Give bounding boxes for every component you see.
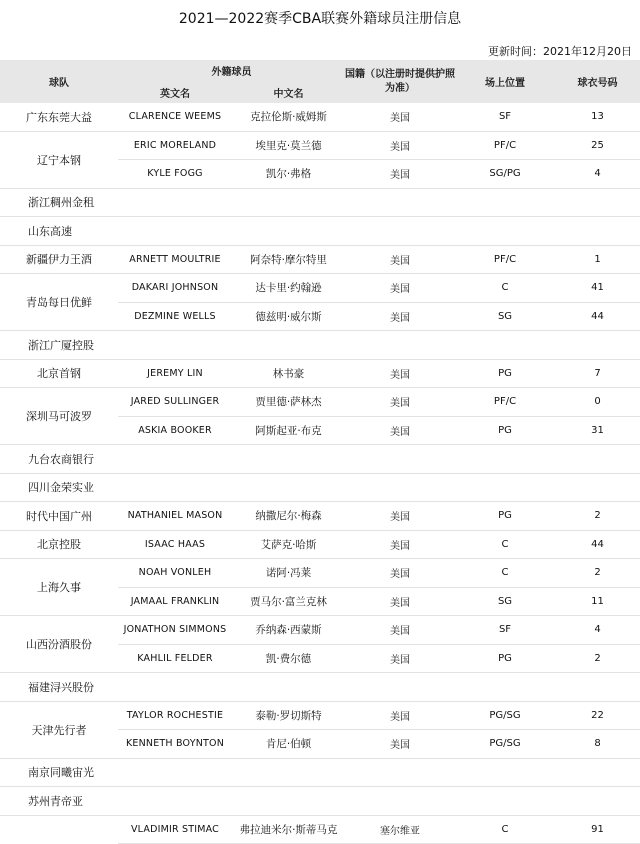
team-name: 天津先行者 <box>0 701 118 758</box>
player-position: PG <box>455 502 555 531</box>
player-chinese-name <box>232 188 345 217</box>
player-number <box>555 758 640 787</box>
player-chinese-name: 纳撒尼尔·梅森 <box>232 502 345 531</box>
team-name: 浙江广厦控股 <box>0 331 118 360</box>
table-row <box>0 758 640 787</box>
table-row <box>0 445 640 474</box>
team-name: 北京首钢 <box>0 359 118 388</box>
player-position: C <box>455 274 555 303</box>
player-chinese-name: 德兹明·威尔斯 <box>232 302 345 331</box>
player-nationality: 美国 <box>345 502 455 531</box>
player-position: C <box>455 559 555 588</box>
header-nationality: 国籍（以注册时提供护照为准） <box>345 60 455 103</box>
player-number <box>555 473 640 502</box>
player-position: SG <box>455 587 555 616</box>
header-english-name: 英文名 <box>118 81 232 103</box>
player-chinese-name: 乔纳森·西蒙斯 <box>232 616 345 645</box>
player-chinese-name <box>232 673 345 702</box>
player-chinese-name: 泰勒·罗切斯特 <box>232 701 345 730</box>
player-nationality: 美国 <box>345 359 455 388</box>
player-number: 44 <box>555 530 640 559</box>
player-chinese-name: 阿奈特·摩尔特里 <box>232 245 345 274</box>
player-english-name <box>118 445 232 474</box>
player-english-name <box>118 331 232 360</box>
player-number: 2 <box>555 502 640 531</box>
player-english-name: ASKIA BOOKER <box>118 416 232 445</box>
player-nationality <box>345 758 455 787</box>
player-number <box>555 188 640 217</box>
player-chinese-name <box>232 758 345 787</box>
player-chinese-name <box>232 473 345 502</box>
player-position <box>455 758 555 787</box>
player-chinese-name <box>232 331 345 360</box>
team-name: 山东高速 <box>0 217 118 246</box>
player-chinese-name: 肯尼·伯顿 <box>232 730 345 759</box>
table-row <box>0 502 640 531</box>
player-position: SF <box>455 103 555 131</box>
player-nationality <box>345 445 455 474</box>
player-number <box>555 445 640 474</box>
player-position <box>455 473 555 502</box>
player-number: 2 <box>555 644 640 673</box>
player-position <box>455 787 555 816</box>
player-number: 2 <box>555 559 640 588</box>
header-number: 球衣号码 <box>555 60 640 103</box>
player-position: PG/SG <box>455 701 555 730</box>
player-nationality: 美国 <box>345 616 455 645</box>
player-english-name: DAKARI JOHNSON <box>118 274 232 303</box>
player-position: PF/C <box>455 388 555 417</box>
team-name: 广东东莞大益 <box>0 103 118 131</box>
team-name: 青岛每日优鲜 <box>0 274 118 331</box>
header-chinese-name: 中文名 <box>232 81 345 103</box>
table-row <box>0 188 640 217</box>
player-english-name: JEREMY LIN <box>118 359 232 388</box>
player-nationality: 美国 <box>345 103 455 131</box>
player-number: 25 <box>555 131 640 160</box>
player-position: SF <box>455 616 555 645</box>
header-position: 场上位置 <box>455 60 555 103</box>
player-english-name: JONATHON SIMMONS <box>118 616 232 645</box>
player-english-name <box>118 673 232 702</box>
team-name: 山西汾酒股份 <box>0 616 118 673</box>
team-name: 上海久事 <box>0 559 118 616</box>
player-english-name: JARED SULLINGER <box>118 388 232 417</box>
player-english-name: ISAAC HAAS <box>118 530 232 559</box>
player-number: 31 <box>555 416 640 445</box>
player-nationality <box>345 188 455 217</box>
player-chinese-name: 诺阿·冯莱 <box>232 559 345 588</box>
player-number <box>555 217 640 246</box>
player-number <box>555 787 640 816</box>
player-nationality: 美国 <box>345 416 455 445</box>
player-nationality <box>345 473 455 502</box>
team-name: 辽宁本钢 <box>0 131 118 188</box>
player-position <box>455 331 555 360</box>
player-position: PG <box>455 416 555 445</box>
player-english-name: DEZMINE WELLS <box>118 302 232 331</box>
table-row <box>0 274 640 303</box>
player-number: 7 <box>555 359 640 388</box>
player-number: 0 <box>555 388 640 417</box>
player-english-name: NOAH VONLEH <box>118 559 232 588</box>
table-row <box>0 245 640 274</box>
player-position: SG/PG <box>455 160 555 189</box>
player-chinese-name: 克拉伦斯·威姆斯 <box>232 103 345 131</box>
table-row <box>0 103 640 131</box>
player-position <box>455 673 555 702</box>
team-name: 北京控股 <box>0 530 118 559</box>
team-name: 南京同曦宙光 <box>0 758 118 787</box>
table-row <box>0 359 640 388</box>
table-row <box>0 331 640 360</box>
player-english-name: VLADIMIR STIMAC <box>118 815 232 844</box>
player-english-name <box>118 217 232 246</box>
team-name: 时代中国广州 <box>0 502 118 531</box>
player-english-name: CLARENCE WEEMS <box>118 103 232 131</box>
player-nationality: 美国 <box>345 730 455 759</box>
player-nationality: 美国 <box>345 131 455 160</box>
player-nationality: 美国 <box>345 587 455 616</box>
player-nationality: 美国 <box>345 160 455 189</box>
player-english-name: TAYLOR ROCHESTIE <box>118 701 232 730</box>
player-number: 44 <box>555 302 640 331</box>
player-nationality <box>345 217 455 246</box>
player-chinese-name: 达卡里·约翰逊 <box>232 274 345 303</box>
table-row <box>0 701 640 730</box>
player-number: 4 <box>555 160 640 189</box>
player-position <box>455 445 555 474</box>
player-english-name <box>118 758 232 787</box>
player-english-name: ARNETT MOULTRIE <box>118 245 232 274</box>
team-name: 九台农商银行 <box>0 445 118 474</box>
player-number <box>555 331 640 360</box>
header-foreign-players: 外籍球员 <box>118 60 345 81</box>
player-chinese-name <box>232 787 345 816</box>
player-number: 4 <box>555 616 640 645</box>
player-nationality <box>345 331 455 360</box>
table-row <box>0 559 640 588</box>
table-row <box>0 217 640 246</box>
player-english-name: ERIC MORELAND <box>118 131 232 160</box>
player-english-name <box>118 787 232 816</box>
player-nationality: 美国 <box>345 530 455 559</box>
player-position: SG <box>455 302 555 331</box>
player-number: 22 <box>555 701 640 730</box>
table-row <box>0 388 640 417</box>
player-nationality: 美国 <box>345 274 455 303</box>
team-name: 福建浔兴股份 <box>0 673 118 702</box>
table-row <box>0 131 640 160</box>
player-chinese-name: 凯尔·弗格 <box>232 160 345 189</box>
table-row <box>0 673 640 702</box>
player-chinese-name <box>232 217 345 246</box>
player-nationality: 美国 <box>345 302 455 331</box>
player-nationality <box>345 673 455 702</box>
player-position: C <box>455 815 555 844</box>
table-row <box>0 473 640 502</box>
header-team: 球队 <box>0 60 118 103</box>
document-title: 2021—2022赛季CBA联赛外籍球员注册信息 <box>178 11 462 27</box>
team-name: 四川金荣实业 <box>0 473 118 502</box>
player-number: 11 <box>555 587 640 616</box>
player-nationality <box>345 787 455 816</box>
player-english-name: KAHLIL FELDER <box>118 644 232 673</box>
table-row <box>0 530 640 559</box>
player-chinese-name <box>232 445 345 474</box>
player-nationality: 美国 <box>345 559 455 588</box>
player-english-name <box>118 188 232 217</box>
player-position: PF/C <box>455 245 555 274</box>
team-name: 浙江稠州金租 <box>0 188 118 217</box>
player-number: 1 <box>555 245 640 274</box>
player-nationality: 塞尔维亚 <box>345 815 455 844</box>
player-position <box>455 188 555 217</box>
player-position <box>455 217 555 246</box>
player-chinese-name: 阿斯起亚·布克 <box>232 416 345 445</box>
player-chinese-name: 凯·费尔德 <box>232 644 345 673</box>
table-row <box>0 815 640 844</box>
player-chinese-name: 弗拉迪米尔·斯蒂马克 <box>232 815 345 844</box>
player-chinese-name: 艾萨克·哈斯 <box>232 530 345 559</box>
player-chinese-name: 林书豪 <box>232 359 345 388</box>
team-name <box>0 815 118 844</box>
player-nationality: 美国 <box>345 388 455 417</box>
player-chinese-name: 贾里德·萨林杰 <box>232 388 345 417</box>
player-english-name: JAMAAL FRANKLIN <box>118 587 232 616</box>
player-number: 8 <box>555 730 640 759</box>
table-row <box>0 616 640 645</box>
player-position: PF/C <box>455 131 555 160</box>
player-english-name: KENNETH BOYNTON <box>118 730 232 759</box>
player-english-name: KYLE FOGG <box>118 160 232 189</box>
update-time: 更新时间：2021年12月20日 <box>488 45 632 58</box>
player-nationality: 美国 <box>345 245 455 274</box>
player-number: 41 <box>555 274 640 303</box>
player-number: 13 <box>555 103 640 131</box>
player-number: 91 <box>555 815 640 844</box>
player-english-name <box>118 473 232 502</box>
table-row <box>0 787 640 816</box>
player-number <box>555 673 640 702</box>
player-nationality: 美国 <box>345 701 455 730</box>
team-name: 新疆伊力王酒 <box>0 245 118 274</box>
player-position: PG <box>455 359 555 388</box>
table-body <box>0 103 640 844</box>
team-name: 苏州青帝亚 <box>0 787 118 816</box>
player-english-name: NATHANIEL MASON <box>118 502 232 531</box>
player-position: PG/SG <box>455 730 555 759</box>
player-position: PG <box>455 644 555 673</box>
player-chinese-name: 埃里克·莫兰德 <box>232 131 345 160</box>
team-name: 深圳马可波罗 <box>0 388 118 445</box>
player-position: C <box>455 530 555 559</box>
player-chinese-name: 贾马尔·富兰克林 <box>232 587 345 616</box>
player-nationality: 美国 <box>345 644 455 673</box>
foreign-players-table <box>0 60 640 844</box>
